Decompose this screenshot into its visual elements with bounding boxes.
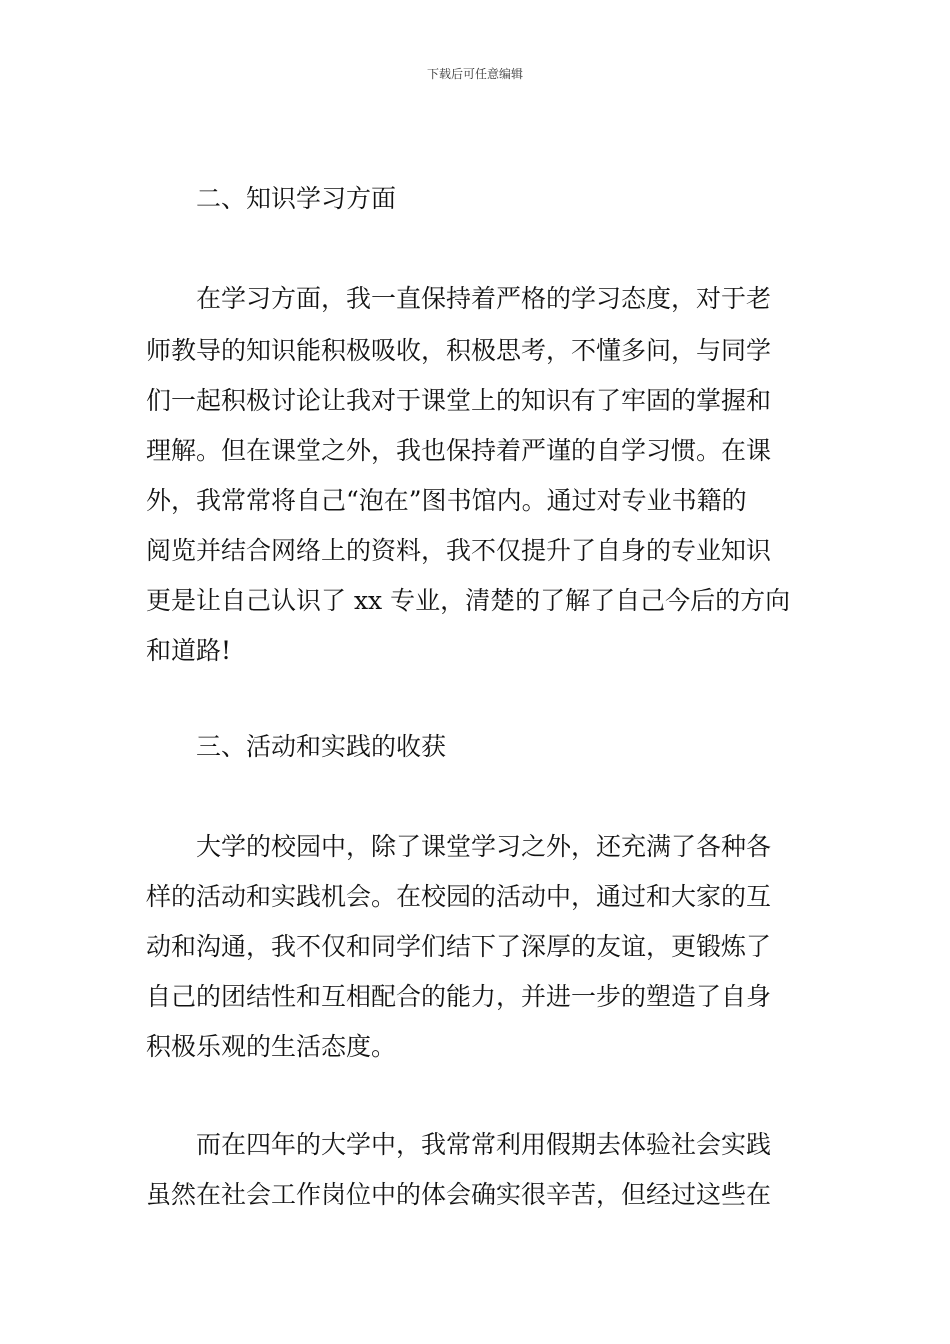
paragraph-line: 们一起积极讨论让我对于课堂上的知识有了牢固的掌握和 (146, 386, 772, 415)
section-heading-activities: 三、活动和实践的收获 (196, 732, 447, 761)
section-heading-knowledge: 二、知识学习方面 (196, 184, 397, 213)
paragraph-line: 师教导的知识能积极吸收，积极思考，不懂多问，与同学 (146, 336, 772, 365)
paragraph-line: 更是让自己认识了 xx 专业，清楚的了解了自己今后的方向 (146, 586, 791, 615)
paragraph-line: 而在四年的大学中，我常常利用假期去体验社会实践 (196, 1130, 772, 1159)
paragraph-line: 阅览并结合网络上的资料，我不仅提升了自身的专业知识 (146, 536, 772, 565)
header-note: 下载后可任意编辑 (426, 67, 523, 81)
paragraph-line: 自己的团结性和互相配合的能力，并进一步的塑造了自身 (146, 982, 772, 1011)
paragraph-line: 在学习方面，我一直保持着严格的学习态度，对于老 (196, 284, 772, 313)
paragraph-line: 理解。但在课堂之外，我也保持着严谨的自学习惯。在课 (146, 436, 772, 465)
paragraph-line: 虽然在社会工作岗位中的体会确实很辛苦，但经过这些在 (146, 1180, 772, 1209)
paragraph-line: 动和沟通，我不仅和同学们结下了深厚的友谊，更锻炼了 (146, 932, 772, 961)
paragraph-line: 积极乐观的生活态度。 (146, 1032, 397, 1061)
paragraph-line: 和道路! (146, 636, 232, 665)
paragraph-line: 样的活动和实践机会。在校园的活动中，通过和大家的互 (146, 882, 772, 911)
paragraph-line: 外，我常常将自己“泡在”图书馆内。通过对专业书籍的 (146, 486, 747, 515)
paragraph-line: 大学的校园中，除了课堂学习之外，还充满了各种各 (196, 832, 772, 861)
